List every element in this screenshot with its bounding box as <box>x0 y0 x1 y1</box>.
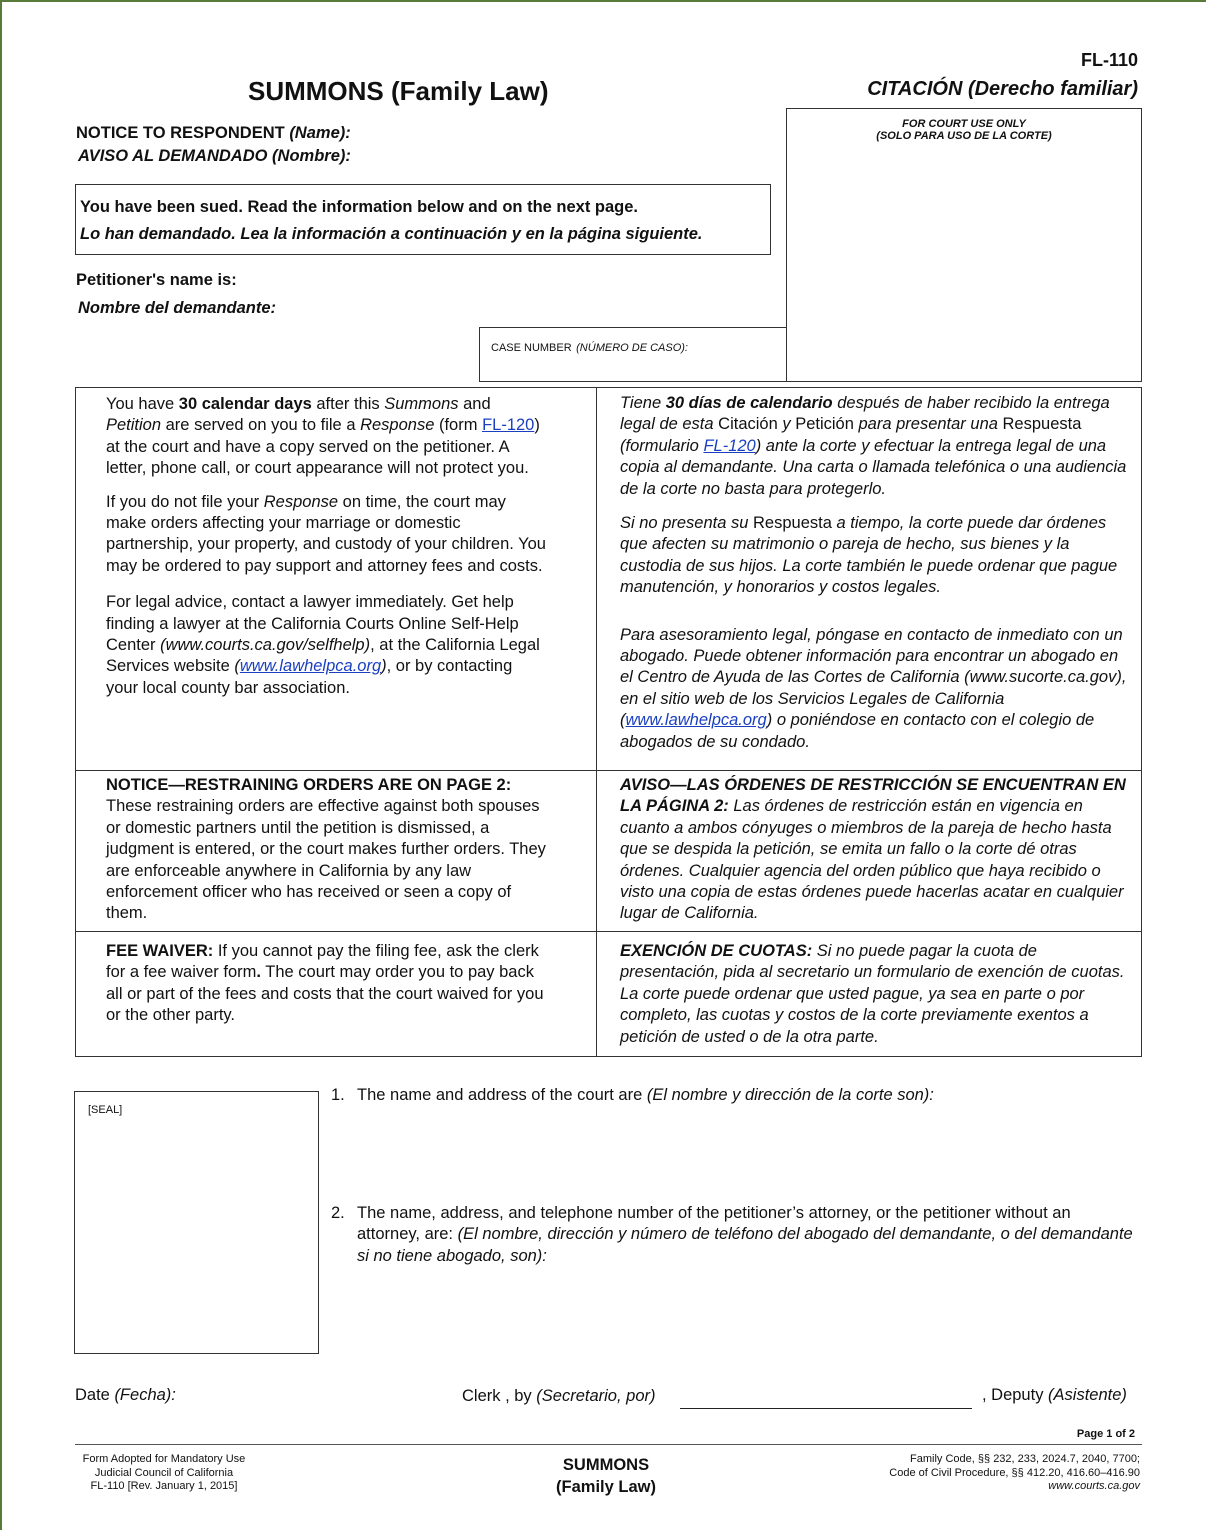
court-use-line1: FOR COURT USE ONLY <box>902 118 1026 130</box>
restraining-text-es: Las órdenes de restricción están en vigencia en cuanto a ambos cónyuges o miembros de la pareja de hecho hasta que se despida la petición, se emita un fallo o la corte dé otras órdenes. Cualquier agencia del orden público que haya recibido o visto una copia de estas órdenes puede hacerlas acatar en cualquier lugar de California. <box>620 797 1124 923</box>
item-2-attorney-info: 2. The name, address, and telephone number of the petitioner’s attorney, or the petitioner without an attorney, are: (El nombre, dirección y número de teléfono del abogado del demandante, o del demandante si no tiene abogado, son): <box>331 1204 1133 1265</box>
notice-name-label: (Name): <box>289 124 351 142</box>
page-number: Page 1 of 2 <box>1076 1428 1135 1440</box>
petitioner-name-label-es: Nombre del demandante: <box>78 299 277 317</box>
seal-box <box>74 1091 319 1354</box>
fee-waiver-en: FEE WAIVER: If you cannot pay the filing fee, ask the clerk for a fee waiver form. The court may order you to pay back all or part of the fees and costs that the court waived for you or the other party. <box>106 942 544 1025</box>
table-divider-vertical <box>596 387 597 1057</box>
court-use-line2: (SOLO PARA USO DE LA CORTE) <box>876 130 1052 142</box>
notice-to-respondent <box>76 124 351 143</box>
date-label: Date (Fecha): <box>75 1386 176 1404</box>
table-divider-2 <box>75 931 1142 932</box>
legal-advice-paragraph-en: For legal advice, contact a lawyer immediately. Get help finding a lawyer at the California Courts Online Self-Help Center (www.courts.ca.gov/selfhelp), at the California Legal Services website (www.lawhelpca.org), or by contacting your local county bar association. <box>106 593 540 697</box>
instructions-spanish <box>620 393 1135 765</box>
form-number: FL-110 <box>1080 50 1138 70</box>
instructions-english <box>106 394 546 711</box>
sued-notice-box <box>75 184 771 255</box>
fee-waiver-heading-es: EXENCIÓN DE CUOTAS: <box>620 942 813 960</box>
footer-left: Form Adopted for Mandatory Use Judicial Council of California FL-110 [Rev. January 1, 2015] <box>82 1453 246 1492</box>
lawhelpca-link-es[interactable]: www.lawhelpca.org <box>625 711 767 730</box>
late-response-paragraph-es: Si no presenta su Respuesta a tiempo, la corte puede dar órdenes que afecten su matrimonio o pareja de hecho, sus bienes y la custodia de sus hijos. La corte también le puede ordenar que pague manutención, y honorarios y costos legales. <box>620 514 1118 597</box>
sued-english: You have been sued. Read the information below and on the next page. <box>80 198 639 216</box>
case-number-label-es: (NÚMERO DE CASO): <box>576 342 688 354</box>
clerk-signature-line[interactable] <box>680 1408 972 1409</box>
sued-spanish: Lo han demandado. Lea la información a continuación y en la página siguiente. <box>80 225 703 243</box>
restraining-orders-en <box>106 775 554 925</box>
restraining-heading-en: NOTICE—RESTRAINING ORDERS ARE ON PAGE 2: <box>106 776 512 794</box>
late-response-paragraph-en: If you do not file your Response on time, the court may make orders affecting your marriage or domestic partnership, your property, and custody of your children. You may be ordered to pay support and attorney fees and costs. <box>106 492 546 575</box>
case-number-field[interactable] <box>479 327 787 382</box>
footer-center: SUMMONS (Family Law) <box>556 1456 656 1496</box>
deadline-paragraph-en: You have 30 calendar days after this Summons and Petition are served on you to file a Response (form FL-120) at the court and have a copy served on the petitioner. A letter, phone call, or court appearance will not protect you. <box>106 395 540 478</box>
title-spanish: CITACIÓN (Derecho familiar) <box>867 78 1138 100</box>
fl-120-link[interactable]: FL-120 <box>482 416 535 435</box>
footer-rule <box>75 1444 1142 1445</box>
fee-waiver-heading-en: FEE WAIVER: <box>106 942 214 960</box>
lawhelpca-link[interactable]: www.lawhelpca.org <box>239 657 382 676</box>
footer-right: Family Code, §§ 232, 233, 2024.7, 2040, 7700; Code of Civil Procedure, §§ 412.20, 416.60–416.90 www.courts.ca.gov <box>889 1453 1140 1492</box>
case-number-label: CASE NUMBER <box>491 342 572 354</box>
restraining-orders-es <box>620 775 1135 925</box>
restraining-heading-es: AVISO—LAS ÓRDENES DE RESTRICCIÓN SE ENCUENTRAN EN LA PÁGINA 2: <box>620 776 1126 816</box>
aviso-al-demandado: AVISO AL DEMANDADO (Nombre): <box>78 147 351 165</box>
restraining-text-en: These restraining orders are effective against both spouses or domestic partners until the petition is dismissed, a judgment is entered, or the court makes further orders. They are enforceable anywhere in California by any law enforcement officer who has received or seen a copy of them. <box>106 797 546 923</box>
deputy-label: , Deputy (Asistente) <box>982 1386 1127 1404</box>
fee-waiver-es: EXENCIÓN DE CUOTAS: Si no puede pagar la cuota de presentación, pida al secretario un formulario de exención de cuotas. La corte puede ordenar que usted pague, ya sea en parte o por completo, las cuotas y costos de la corte previamente exentos a petición de usted o de la otra parte. <box>620 942 1125 1046</box>
seal-label: [SEAL] <box>88 1104 123 1116</box>
item-1-court-address: 1. The name and address of the court are (El nombre y dirección de la corte son): <box>331 1086 934 1104</box>
clerk-label: Clerk , by (Secretario, por) <box>462 1387 656 1405</box>
table-divider-1 <box>75 770 1142 771</box>
notice-label: NOTICE TO RESPONDENT <box>76 124 285 142</box>
title-english: SUMMONS (Family Law) <box>248 76 549 106</box>
fl-120-link-es[interactable]: FL-120 <box>703 436 756 455</box>
court-use-box[interactable] <box>786 108 1142 382</box>
deadline-paragraph-es: Tiene 30 días de calendario después de haber recibido la entrega legal de esta Citación y Petición para presentar una Respuesta (formulario FL-120) ante la corte y efectuar la entrega legal de una copia al demandante. Una carta o llamada telefónica o una audiencia de la corte no basta para protegerlo. <box>620 394 1127 498</box>
legal-advice-paragraph-es: Para asesoramiento legal, póngase en contacto de inmediato con un abogado. Puede obtener información para encontrar un abogado en el Centro de Ayuda de las Cortes de California (www.sucorte.ca.gov), en el sitio web de los Servicios Legales de California (www.lawhelpca.org) o poniéndose en contacto con el colegio de abogados de su condado. <box>620 625 1127 751</box>
petitioner-name-label: Petitioner's name is: <box>76 271 237 289</box>
